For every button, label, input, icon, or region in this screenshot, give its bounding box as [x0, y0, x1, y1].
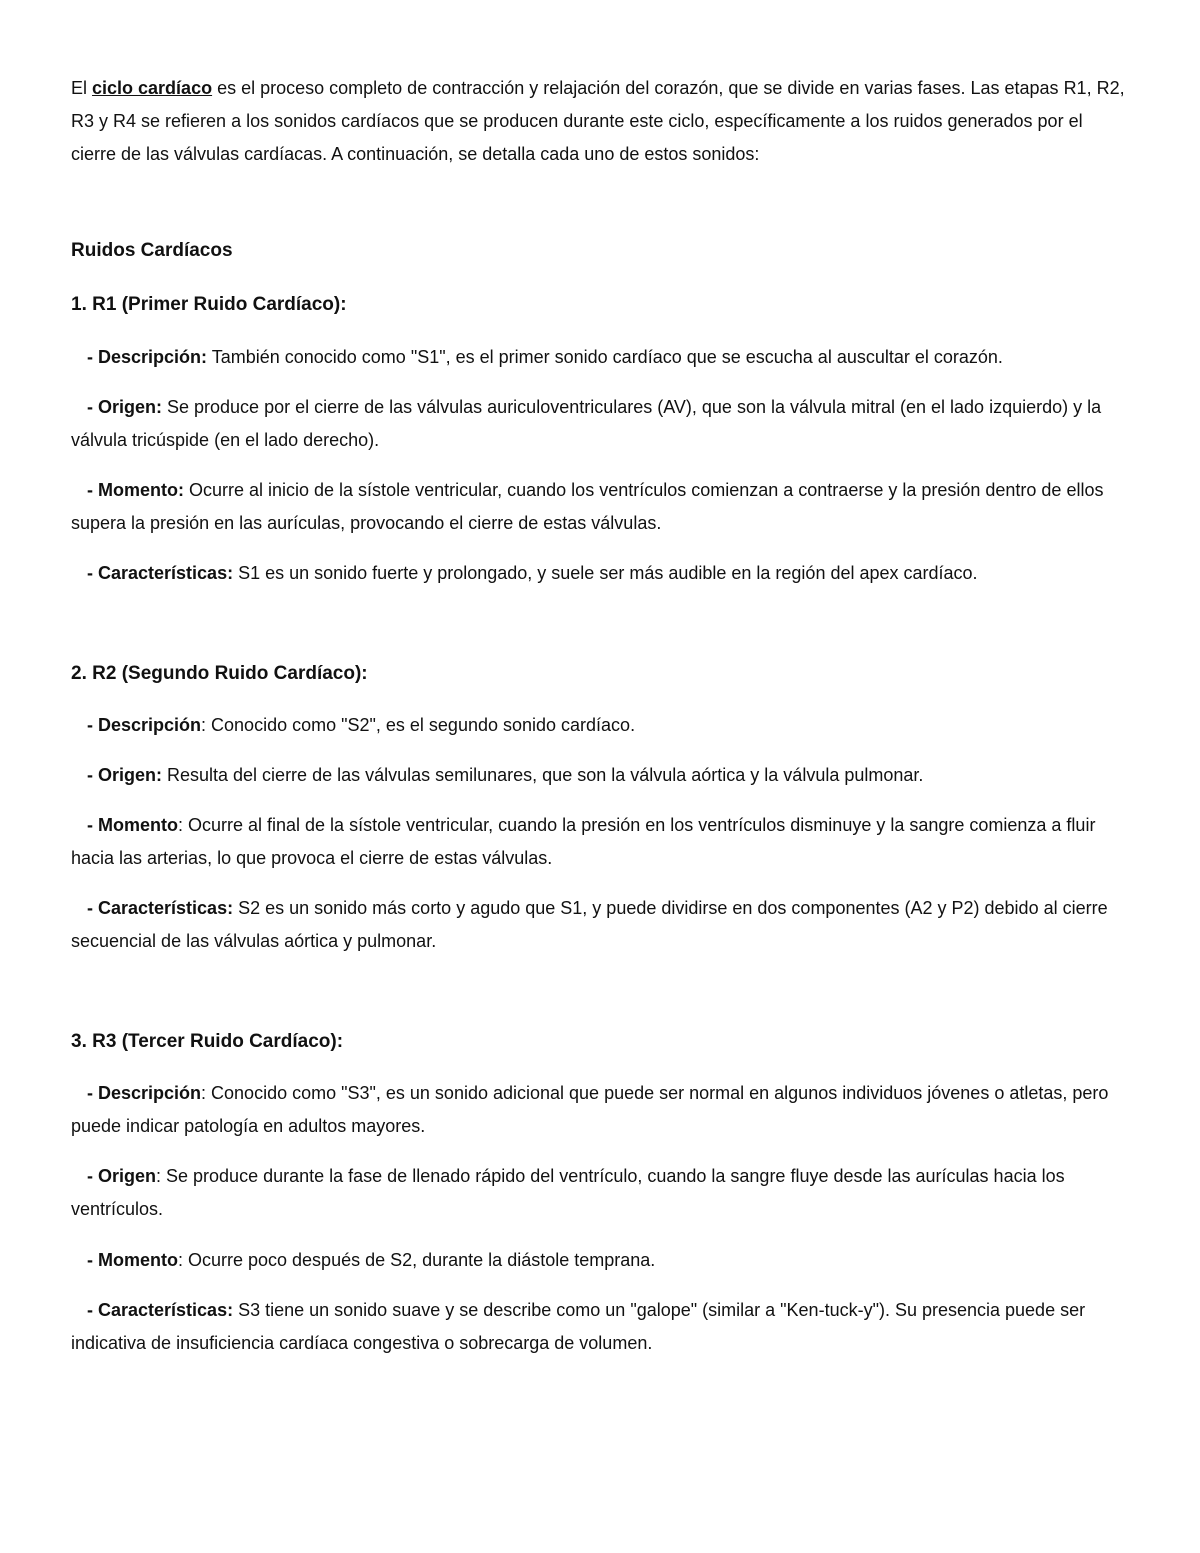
r3-origen	[71, 1160, 1131, 1226]
item-label: - Momento:	[87, 480, 184, 500]
item-label: - Origen	[87, 1166, 157, 1186]
r1-origen	[71, 391, 1131, 457]
item-text: Ocurre al inicio de la sístole ventricular, cuando los ventrículos comienzan a contraerse y la presión dentro de ellos supera la presión en las aurículas, provocando el cierre de estas válvulas.	[71, 480, 1104, 533]
item-text: : Ocurre poco después de S2, durante la diástole temprana.	[177, 1250, 656, 1270]
item-text: : Conocido como "S2", es el segundo sonido cardíaco.	[201, 715, 636, 735]
item-text: : Conocido como "S3", es un sonido adicional que puede ser normal en algunos individuos jóvenes o atletas, pero puede indicar patología en adultos mayores.	[71, 1083, 1109, 1136]
r1-momento	[71, 474, 1131, 540]
item-text: Resulta del cierre de las válvulas semilunares, que son la válvula aórtica y la válvula pulmonar.	[162, 765, 924, 785]
r1-descripcion	[71, 341, 1131, 374]
item-text: S2 es un sonido más corto y agudo que S1, y puede dividirse en dos componentes (A2 y P2) debido al cierre secuencial de las válvulas aórtica y pulmonar.	[71, 898, 1108, 951]
page-heading: Ruidos Cardíacos	[71, 240, 233, 261]
section-title-r2: 2. R2 (Segundo Ruido Cardíaco):	[71, 663, 368, 684]
r3-caracteristicas	[71, 1294, 1131, 1360]
r2-caracteristicas	[71, 892, 1131, 958]
intro-term: ciclo cardíaco	[92, 78, 213, 98]
item-label: - Origen:	[87, 397, 162, 417]
r2-momento	[71, 809, 1131, 875]
item-text: : Se produce durante la fase de llenado rápido del ventrículo, cuando la sangre fluye desde las aurículas hacia los ventrículos.	[71, 1166, 1065, 1219]
r3-descripcion	[71, 1077, 1131, 1143]
section-title-r1: 1. R1 (Primer Ruido Cardíaco):	[71, 294, 347, 315]
r1-caracteristicas	[71, 557, 1131, 590]
intro-text: es el proceso completo de contracción y relajación del corazón, que se divide en varias fases. Las etapas R1, R2, R3 y R4 se refieren a los sonidos cardíacos que se producen durante este ciclo, específicamente a los ruidos generados por el cierre de las válvulas cardíacas. A continuación, se detalla cada uno de estos sonidos:	[71, 78, 1125, 164]
r2-origen	[71, 759, 1131, 792]
item-label: - Características:	[87, 898, 234, 918]
item-text: : Ocurre al final de la sístole ventricular, cuando la presión en los ventrículos disminuye y la sangre comienza a fluir hacia las arterias, lo que provoca el cierre de estas válvulas.	[71, 815, 1096, 868]
item-label: - Descripción:	[87, 347, 208, 367]
item-text: S3 tiene un sonido suave y se describe como un "galope" (similar a "Ken-tuck-y"). Su presencia puede ser indicativa de insuficiencia cardíaca congestiva o sobrecarga de volumen.	[71, 1300, 1086, 1353]
item-label: - Momento	[87, 1250, 178, 1270]
intro-prefix: El	[71, 78, 93, 98]
item-label: - Características:	[87, 563, 234, 583]
item-text: También conocido como "S1", es el primer sonido cardíaco que se escucha al auscultar el corazón.	[207, 347, 1003, 367]
r2-descripcion	[71, 709, 1131, 742]
item-label: - Características:	[87, 1300, 234, 1320]
item-label: - Momento	[87, 815, 178, 835]
r3-momento	[71, 1244, 1131, 1277]
section-title-r3: 3. R3 (Tercer Ruido Cardíaco):	[71, 1031, 344, 1052]
item-label: - Origen:	[87, 765, 162, 785]
intro-paragraph	[71, 72, 1131, 171]
item-text: S1 es un sonido fuerte y prolongado, y suele ser más audible en la región del apex cardíaco.	[233, 563, 978, 583]
item-label: - Descripción	[87, 1083, 202, 1103]
item-label: - Descripción	[87, 715, 202, 735]
item-text: Se produce por el cierre de las válvulas auriculoventriculares (AV), que son la válvula mitral (en el lado izquierdo) y la válvula tricúspide (en el lado derecho).	[71, 397, 1102, 450]
